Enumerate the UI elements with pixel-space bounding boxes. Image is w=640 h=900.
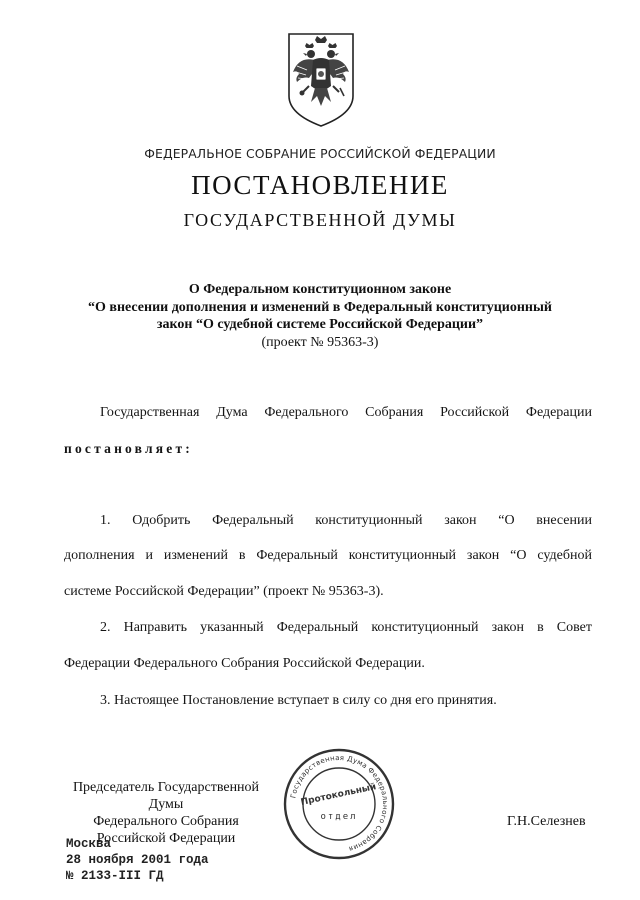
decree-item-1-line: 1. Одобрить Федеральный конституционный закон “О внесении: [100, 513, 592, 528]
title-line: “О внесении дополнения и изменений в Федеральный конституционный: [88, 299, 552, 315]
signatory-title-line: Председатель Государственной Думы: [72, 780, 260, 812]
place-and-date: [66, 836, 209, 884]
signatory-title-line: Российской Федерации: [96, 831, 236, 846]
document-number: № 2133-III ГД: [66, 869, 164, 883]
decree-intro-paragraph: Государственная Дума Федерального Собрания Российской Федерации: [100, 405, 592, 420]
title-line: закон “О судебной системе Российской Федерации”: [156, 317, 484, 332]
organization-name: ФЕДЕРАЛЬНОЕ СОБРАНИЕ РОССИЙСКОЙ ФЕДЕРАЦИИ: [144, 146, 496, 161]
document-issuer-heading: ГОСУДАРСТВЕННОЙ ДУМЫ: [183, 210, 457, 230]
date: 28 ноября 2001 года: [66, 853, 209, 867]
decree-item-1-line: дополнения и изменений в Федеральный конституционный закон “О судебной: [64, 548, 592, 563]
project-number: (проект № 95363-3): [261, 334, 379, 350]
document-title: [0, 281, 640, 351]
place: Москва: [66, 837, 112, 851]
decree-item-2-line: 2. Направить указанный Федеральный конституционный закон в Совет: [100, 620, 592, 635]
coat-of-arms-emblem: [285, 30, 357, 128]
decree-item-3: 3. Настоящее Постановление вступает в силу со дня его принятия.: [100, 693, 497, 708]
signatory-name: Г.Н.Селезнев: [507, 814, 586, 829]
official-stamp: [280, 745, 398, 863]
stamp-outer-text: Государственная Дума Федерального Собрания: [289, 753, 390, 853]
decree-item-1-line: системе Российской Федерации” (проект № 95363-3).: [64, 584, 384, 599]
decree-verb: постановляет:: [64, 441, 193, 456]
document-type-heading: ПОСТАНОВЛЕНИЕ: [191, 170, 449, 200]
round-stamp-icon: [280, 745, 398, 863]
stamp-department-text: отдел: [320, 812, 358, 822]
decree-item-2-line: Федерации Федерального Собрания Российской Федерации.: [64, 656, 425, 671]
signatory-title-line: Федерального Собрания: [93, 814, 239, 829]
double-headed-eagle-icon: [285, 30, 357, 128]
stamp-center-text: Протокольный: [299, 782, 378, 808]
title-line: О Федеральном конституционном законе: [188, 282, 452, 297]
